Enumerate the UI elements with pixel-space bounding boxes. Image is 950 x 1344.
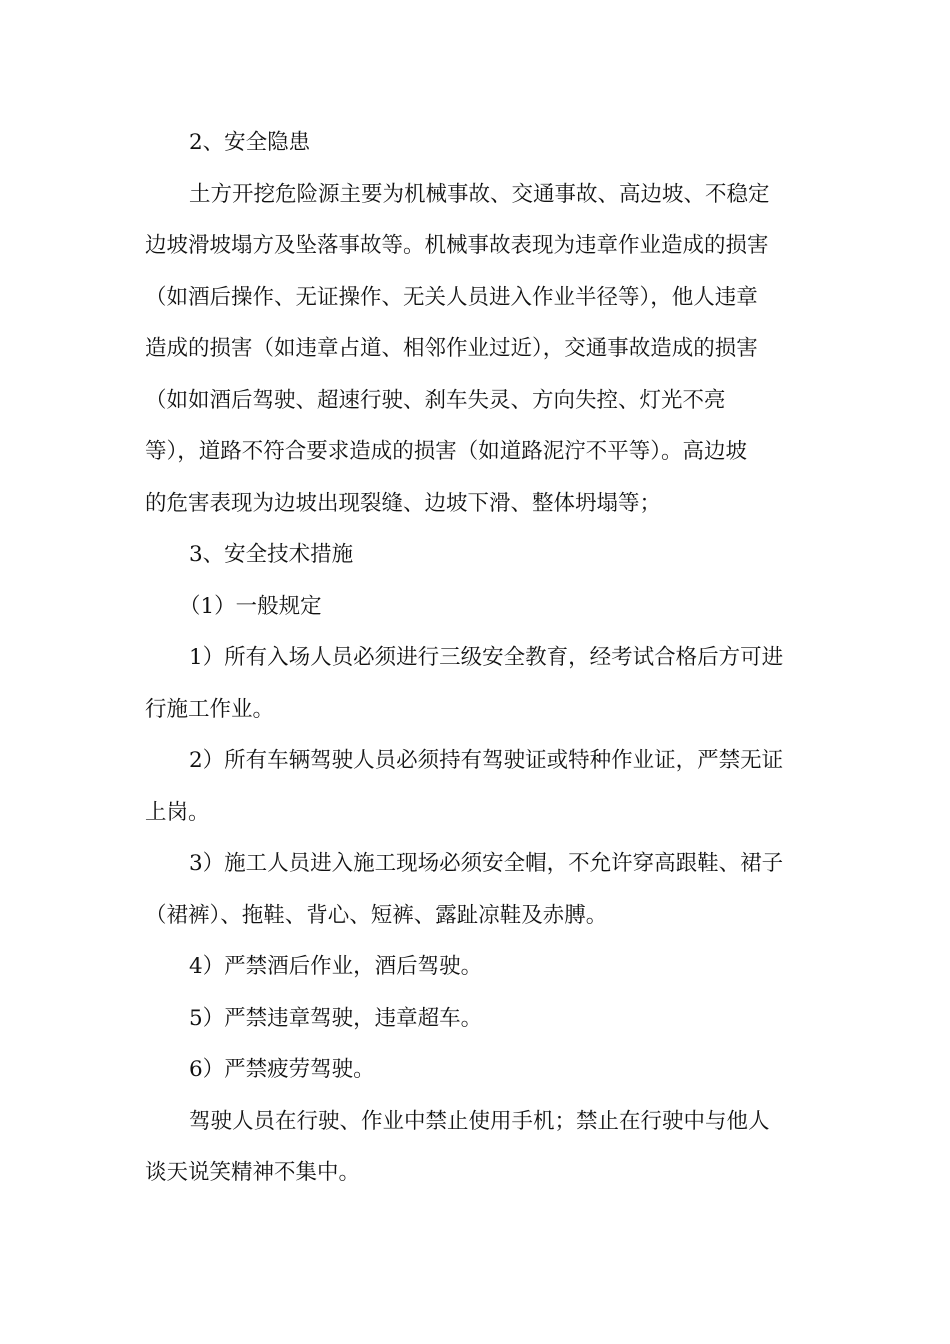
text-line: 谈天说笑精神不集中。 [145,1160,361,1185]
text-line: 驾驶人员在行驶、作业中禁止使用手机；禁止在行驶中与他人 [189,1108,770,1134]
text-line: （1）一般规定 [179,593,322,619]
heading-safety-measures [145,529,805,581]
paragraph-hazards [145,169,805,530]
rule-item-1 [145,632,805,735]
document-body [145,117,805,1199]
text-line: 等），道路不符合要求造成的损害（如道路泥泞不平等）。高边坡 [145,439,748,464]
text-line: 造成的损害（如违章占道、相邻作业过近），交通事故造成的损害 [145,336,758,361]
text-line: 4）严禁酒后作业，酒后驾驶。 [189,954,483,979]
text-line: 土方开挖危险源主要为机械事故、交通事故、高边坡、不稳定 [189,181,770,207]
text-line: 1）所有入场人员必须进行三级安全教育，经考试合格后方可进 [189,645,784,670]
text-line: 3）施工人员进入施工现场必须安全帽，不允许穿高跟鞋、裙子 [189,851,784,876]
text-line: （如如酒后驾驶、超速行驶、刹车失灵、方向失控、灯光不亮 [145,387,726,413]
text-line: 的危害表现为边坡出现裂缝、边坡下滑、整体坍塌等； [145,490,662,516]
text-line: 2、安全隐患 [189,130,311,155]
text-line: 5）严禁违章驾驶，违章超车。 [189,1005,483,1031]
text-line: 3、安全技术措施 [189,542,354,567]
text-line: 边坡滑坡塌方及坠落事故等。机械事故表现为违章作业造成的损害 [145,233,769,258]
rule-item-5 [145,993,805,1045]
rule-item-6 [145,1044,805,1096]
rule-item-2 [145,735,805,838]
text-line: 2）所有车辆驾驶人员必须持有驾驶证或特种作业证，严禁无证 [189,748,784,773]
text-line: 上岗。 [145,799,210,825]
text-line: （裙裤）、拖鞋、背心、短裤、露趾凉鞋及赤膊。 [145,902,608,928]
subheading-general-rules [145,581,805,633]
rule-item-4 [145,941,805,993]
paragraph-driver-phone [145,1096,805,1199]
text-line: 6）严禁疲劳驾驶。 [189,1057,375,1082]
heading-safety-hazards [145,117,805,169]
text-line: （如酒后操作、无证操作、无关人员进入作业半径等），他人违章 [145,284,758,310]
text-line: 行施工作业。 [145,696,275,722]
rule-item-3 [145,838,805,941]
